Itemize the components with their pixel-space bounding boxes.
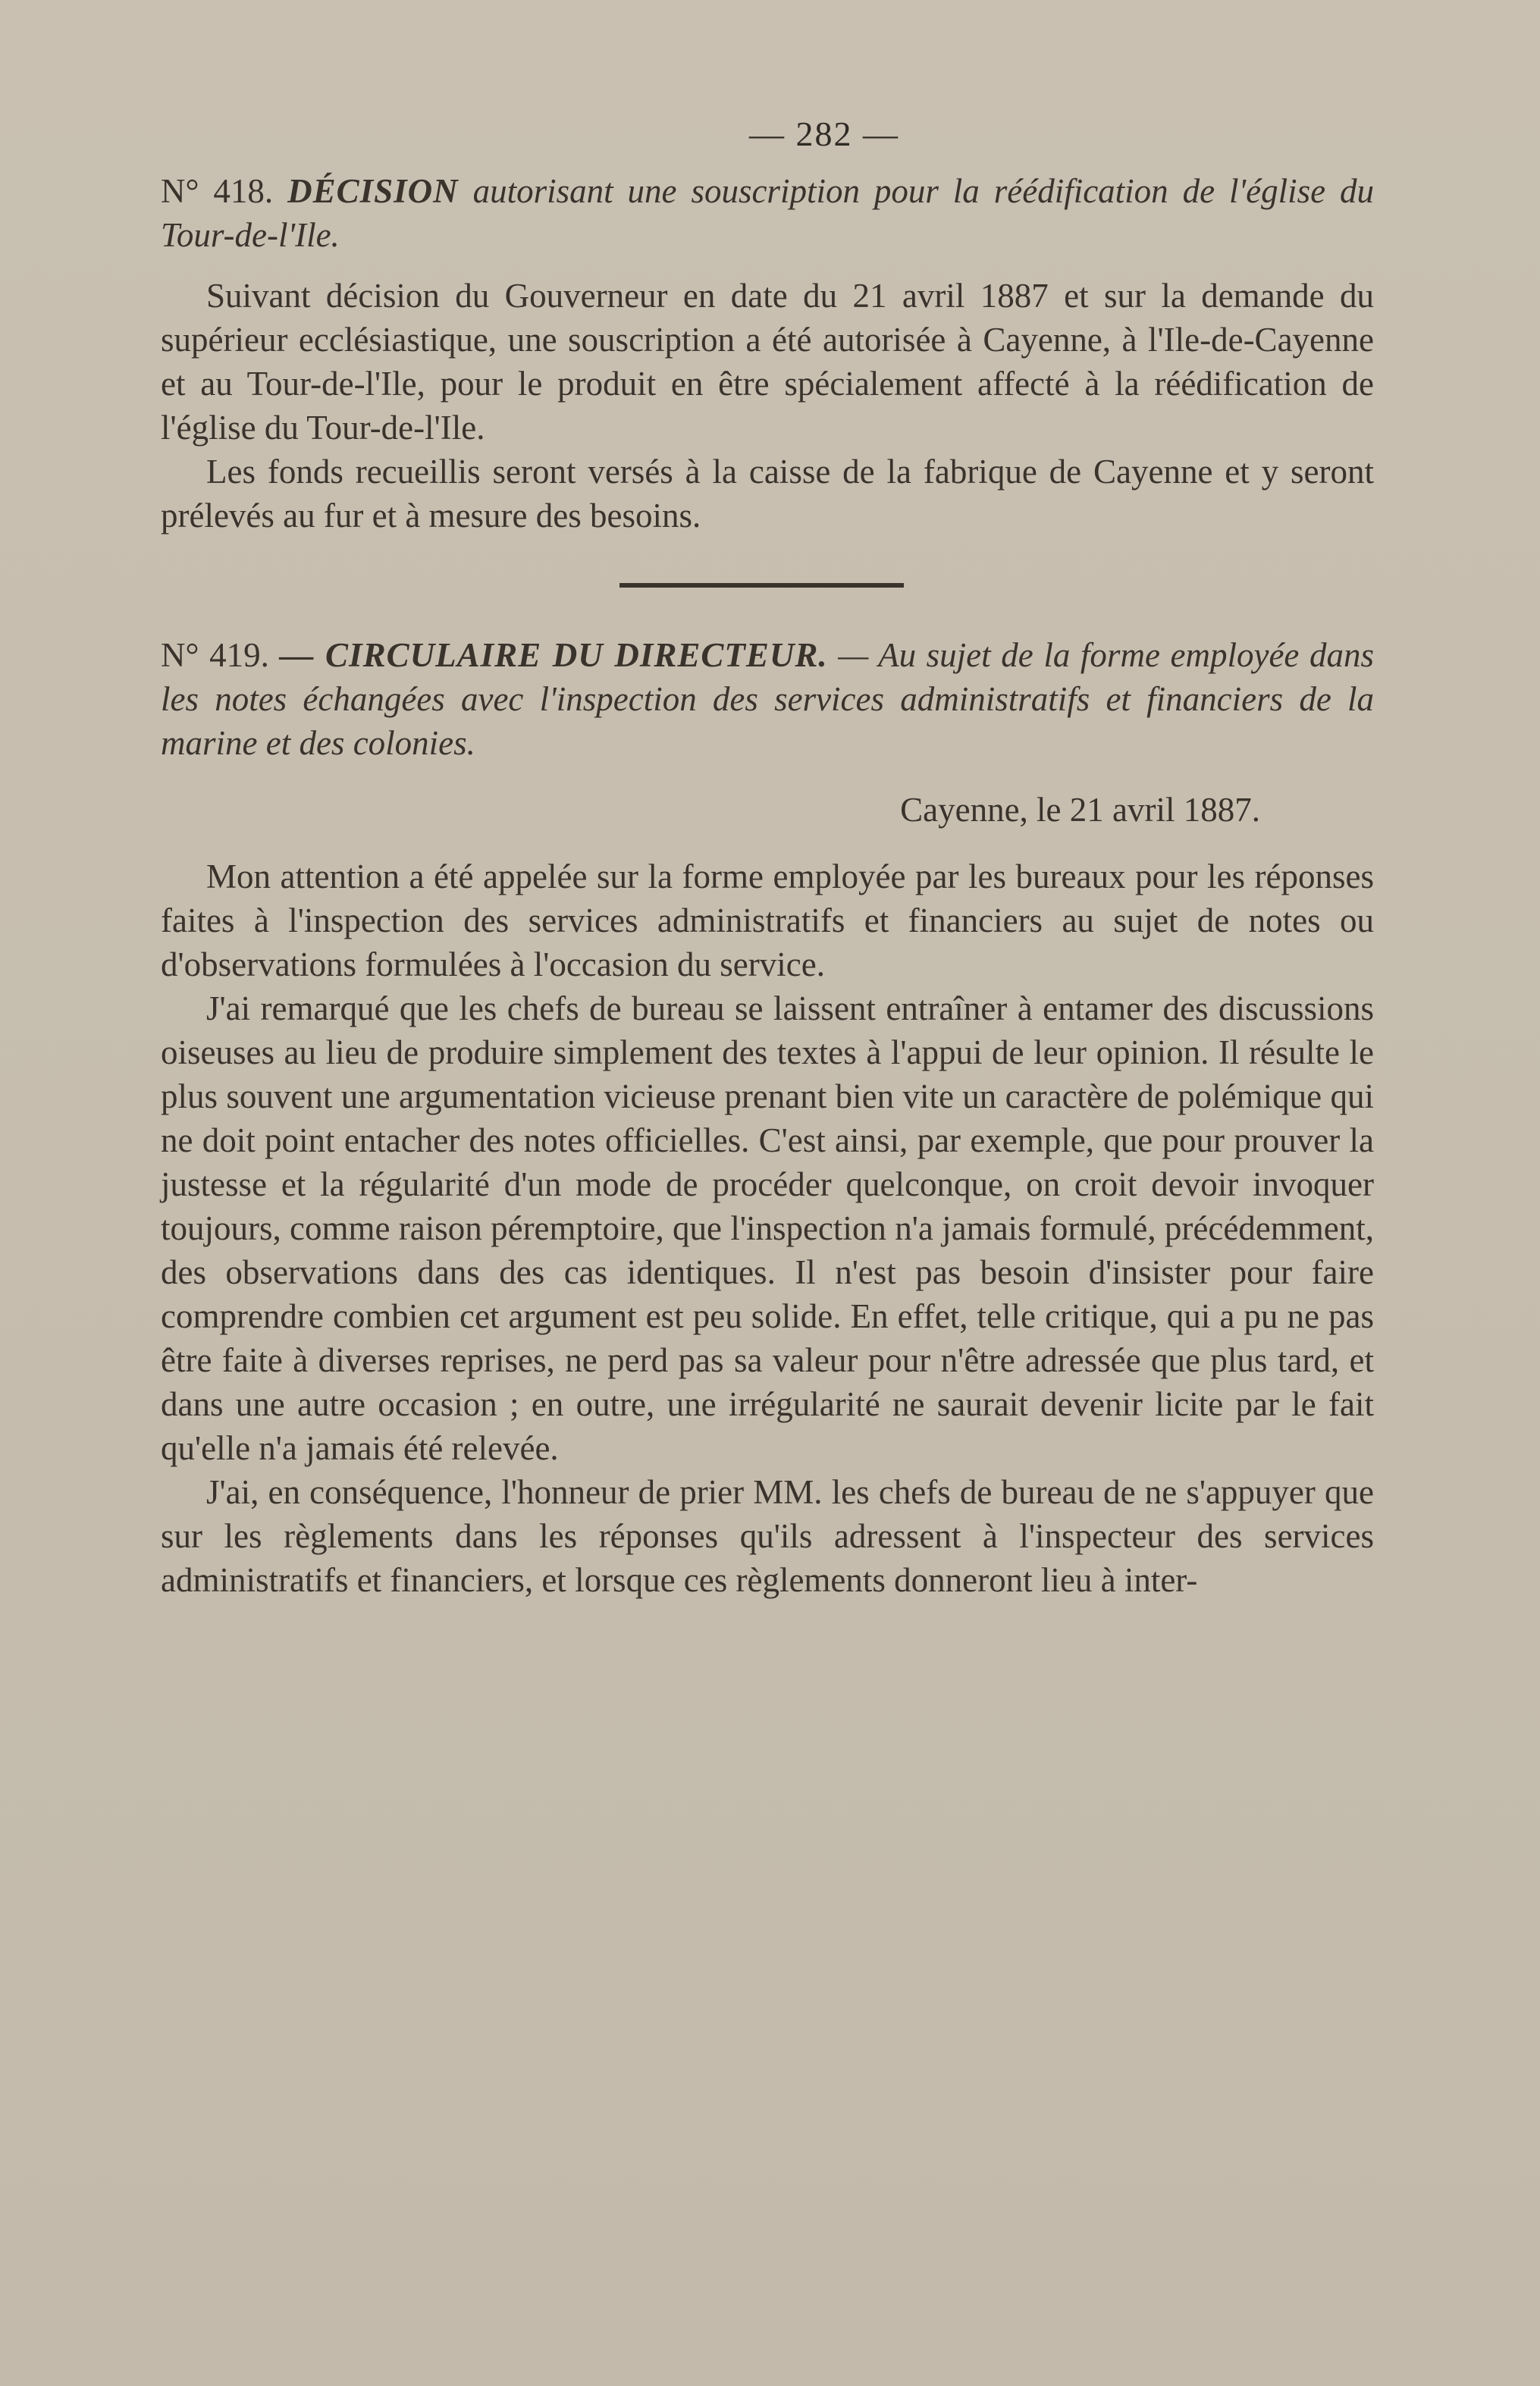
entry-419 bbox=[161, 633, 1374, 1602]
entry-419-paragraph-2: J'ai remarqué que les chefs de bureau se laissent entraîner à entamer des discussions oiseuses au lieu de produire simplement des textes à l'appui de leur opinion. Il résulte le plus souvent une argumentation vicieuse prenant bien vite un caractère de polémique qui ne doit point entacher des notes officielles. C'est ainsi, par exemple, que pour prouver la justesse et la régularité d'un mode de procéder quelconque, on croit devoir invoquer toujours, comme raison péremptoire, que l'inspection n'a jamais formulé, précédemment, des observations dans des cas identiques. Il n'est pas besoin d'insister pour faire comprendre combien cet argument est peu solide. En effet, telle critique, qui a pu ne pas être faite à diverses reprises, ne perd pas sa valeur pour n'être adressée que plus tard, et dans une autre occasion ; en outre, une irrégularité ne saurait devenir licite par le fait qu'elle n'a jamais été relevée. bbox=[161, 989, 1374, 1467]
entry-418-paragraph-1: Suivant décision du Gouverneur en date du 21 avril 1887 et sur la demande du supérieur ecclésiastique, une souscription a été autorisée à Cayenne, à l'Ile-de-Cayenne et au Tour-de-l'Ile, pour le produit en être spécialement affecté à la réédification de l'église du Tour-de-l'Ile. bbox=[161, 277, 1374, 447]
page-number: — 282 — bbox=[749, 114, 899, 153]
entry-418-heading bbox=[161, 169, 1374, 257]
section-divider bbox=[619, 583, 904, 588]
entry-419-paragraph-1: Mon attention a été appelée sur la forme employée par les bureaux pour les réponses faites à l'inspection des services administratifs et financiers au sujet de notes ou d'observations formulées à l'occasion du service. bbox=[161, 858, 1374, 983]
page-content bbox=[161, 114, 1374, 1602]
entry-419-paragraph-3: J'ai, en conséquence, l'honneur de prier MM. les chefs de bureau de ne s'appuyer que sur les règlements dans les réponses qu'ils adressent à l'inspecteur des services administratifs et financiers, et lorsque ces règlements donneront lieu à inter- bbox=[161, 1473, 1374, 1599]
place-date: Cayenne, le 21 avril 1887. bbox=[900, 791, 1260, 829]
entry-418-paragraph-2: Les fonds recueillis seront versés à la caisse de la fabrique de Cayenne et y seront prélevés au fur et à mesure des besoins. bbox=[161, 453, 1374, 535]
entry-419-title: — Au sujet de la forme employée dans les notes échangées avec l'inspection des services administratifs et financiers de la marine et des colonies. bbox=[161, 636, 1375, 762]
entry-418-number: N° 418. bbox=[161, 172, 274, 210]
entry-418 bbox=[161, 169, 1374, 538]
entry-418-title-caps: DÉCISION bbox=[287, 172, 459, 210]
entry-419-number: N° 419. bbox=[161, 636, 269, 674]
entry-418-title: autorisant une souscription pour la réédification de l'église du Tour-de-l'Ile. bbox=[161, 172, 1375, 254]
entry-419-heading bbox=[161, 633, 1374, 765]
entry-419-title-caps: — CIRCULAIRE DU DIRECTEUR. bbox=[279, 636, 828, 674]
